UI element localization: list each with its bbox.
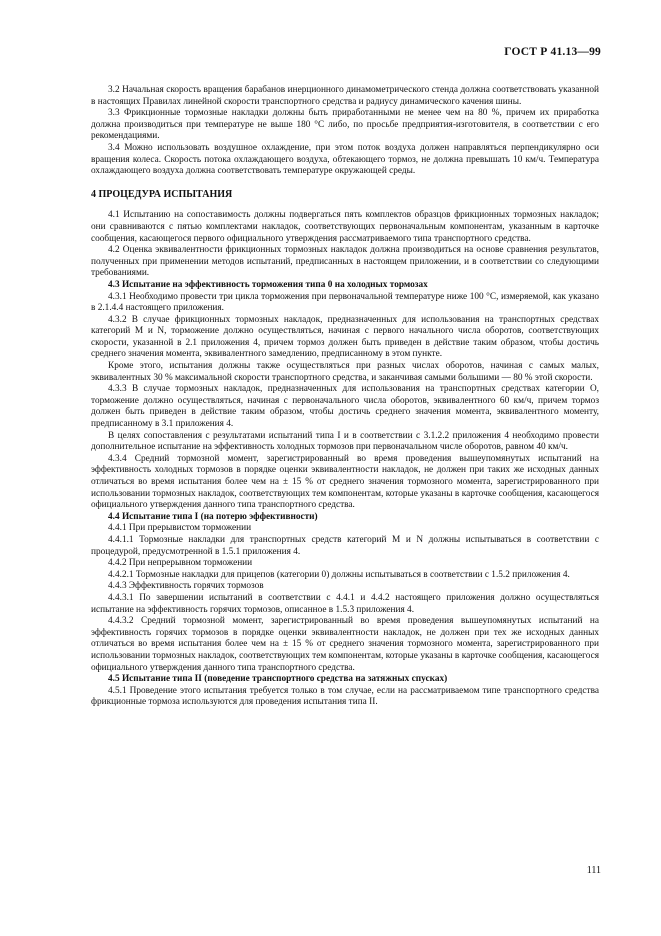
paragraph: 3.3 Фрикционные тормозные накладки должны быть приработанными не менее чем на 80 %, причем их приработка должна производиться при температуре не выше 180 °С либо, по просьбе предприятия-изготовителя, в соответствии с его рекомендациями. [91, 108, 599, 142]
paragraph: 4.4.3 Эффективность горячих тормозов [108, 581, 264, 592]
paragraph: 4.4.2.1 Тормозные накладки для прицепов (категории 0) должны испытываться в соответствии с 1.5.2 приложения 4. [108, 569, 570, 580]
paragraph: 4.4.2 При непрерывном торможении [108, 558, 253, 569]
page-number: 111 [586, 865, 601, 876]
paragraph: 4.2 Оценка эквивалентности фрикционных тормозных накладок должна производиться на основе сравнения результатов, полученных при применении методов испытаний, предписанных в настоящем приложении, и в соответствии со следующими требованиями. [91, 245, 599, 279]
paragraph: В целях сопоставления с результатами испытаний типа I и в соответствии с 3.1.2.2 приложения 4 необходимо провести дополнительное испытание на эффективность холодных тормозов при первоначальном числе оборотов, равном 40 км/ч. [91, 430, 599, 453]
paragraph: 4.3.1 Необходимо провести три цикла торможения при первоначальной температуре ниже 100 °С, измеряемой, как указано в 2.1.4.4 настоящего приложения. [91, 291, 599, 314]
page-body [91, 85, 599, 709]
paragraph: 4.4.3.2 Средний тормозной момент, зарегистрированный во время проведения вышеупомянутых испытаний на эффективность горячих тормозов в порядке оценки эквивалентности накладок, не должен при тех же исходных данных отличаться во время испытания более чем на ± 15 % от среднего значения тормозного момента, зарегистрированного при использовании тормозных накладок, соответствующих тем компонентам, которые указаны в карточке сообщения, касающегося официального утверждения данного типа транспортного средства. [91, 616, 599, 673]
paragraph: 4.3.2 В случае фрикционных тормозных накладок, предназначенных для использования на транспортных средствах категорий М и N, торможение должно осуществляться, начиная с первого начального числа оборотов, соответствующих скорости, указанной в 2.1 приложения 4, причем тормоз должен быть приведен в действие таким образом, чтобы достичь среднего значения момента, эквивалентного замедлению, предписанному в этом пункте. [91, 314, 599, 360]
section-4-heading: 4 ПРОЦЕДУРА ИСПЫТАНИЯ [91, 188, 233, 200]
subheading-4-5: 4.5 Испытание типа II (поведение транспортного средства на затяжных спусках) [108, 674, 448, 685]
paragraph: 4.4.3.1 По завершении испытаний в соответствии с 4.4.1 и 4.4.2 настоящего приложения должно осуществляться испытание на эффективность горячих тормозов, описанное в 1.5.3 приложения 4. [91, 592, 599, 615]
paragraph: 4.1 Испытанию на сопоставимость должны подвергаться пять комплектов образцов фрикционных тормозных накладок; они сравниваются с пятью комплектами накладок, соответствующих первоначальным компонентам, указанным в карточке сообщения, касающегося первого официального утверждения рассматриваемого типа транспортного средства. [91, 210, 599, 244]
document-code-header: ГОСТ Р 41.13—99 [504, 46, 601, 58]
paragraph: 4.3.3 В случае тормозных накладок, предназначенных для использования на транспортных средствах категории О, торможение должно осуществляться, начиная с первоначального числа оборотов, эквивалентного 60 км/ч, причем тормоз должен быть приведен в действие таким образом, чтобы достичь среднего значения момента, эквивалентного моменту, предписанному в 3.1 приложения 4. [91, 384, 599, 430]
subheading-4-4: 4.4 Испытание типа I (на потерю эффективности) [108, 511, 318, 522]
paragraph: Кроме этого, испытания должны также осуществляться при разных числах оборотов, начиная с самых малых, эквивалентных 30 % максимальной скорости транспортного средства, и заканчивая самыми большими — 80 % этой скорости. [91, 361, 599, 383]
paragraph: 3.2 Начальная скорость вращения барабанов инерционного динамометрического стенда должна соответствовать указанной в настоящих Правилах линейной скорости транспортного средства и радиусу динамического качения шины. [91, 85, 599, 107]
paragraph: 4.4.1 При прерывистом торможении [108, 523, 252, 534]
paragraph: 4.4.1.1 Тормозные накладки для транспортных средств категорий М и N должны испытываться в соответствии с процедурой, предусмотренной в 1.5.1 приложения 4. [91, 534, 599, 557]
paragraph: 4.3.4 Средний тормозной момент, зарегистрированный во время проведения вышеупомянутых испытаний на эффективность холодных тормозов в порядке оценки эквивалентности накладок, не должен при таких же исходных данных отличаться во время испытания более чем на ± 15 % от среднего значения тормозного момента, зарегистрированного при использовании тормозных накладок, соответствующих тем компонентам, которые указаны в карточке сообщения, касающегося официального утверждения данного типа транспортного средства. [91, 453, 599, 511]
subheading-4-3: 4.3 Испытание на эффективность торможения типа 0 на холодных тормозах [108, 279, 428, 290]
paragraph: 3.4 Можно использовать воздушное охлаждение, при этом поток воздуха должен направляться перпендикулярно оси вращения колеса. Скорость потока охлаждающего воздуха, обтекающего тормоз, не должна превышать 10 км/ч. Температура охлаждающего воздуха должна соответствовать температуре окружающей среды. [91, 142, 599, 177]
paragraph: 4.5.1 Проведение этого испытания требуется только в том случае, если на рассматриваемом типе транспортного средства фрикционные тормоза используются для проведения испытания типа II. [91, 685, 599, 708]
